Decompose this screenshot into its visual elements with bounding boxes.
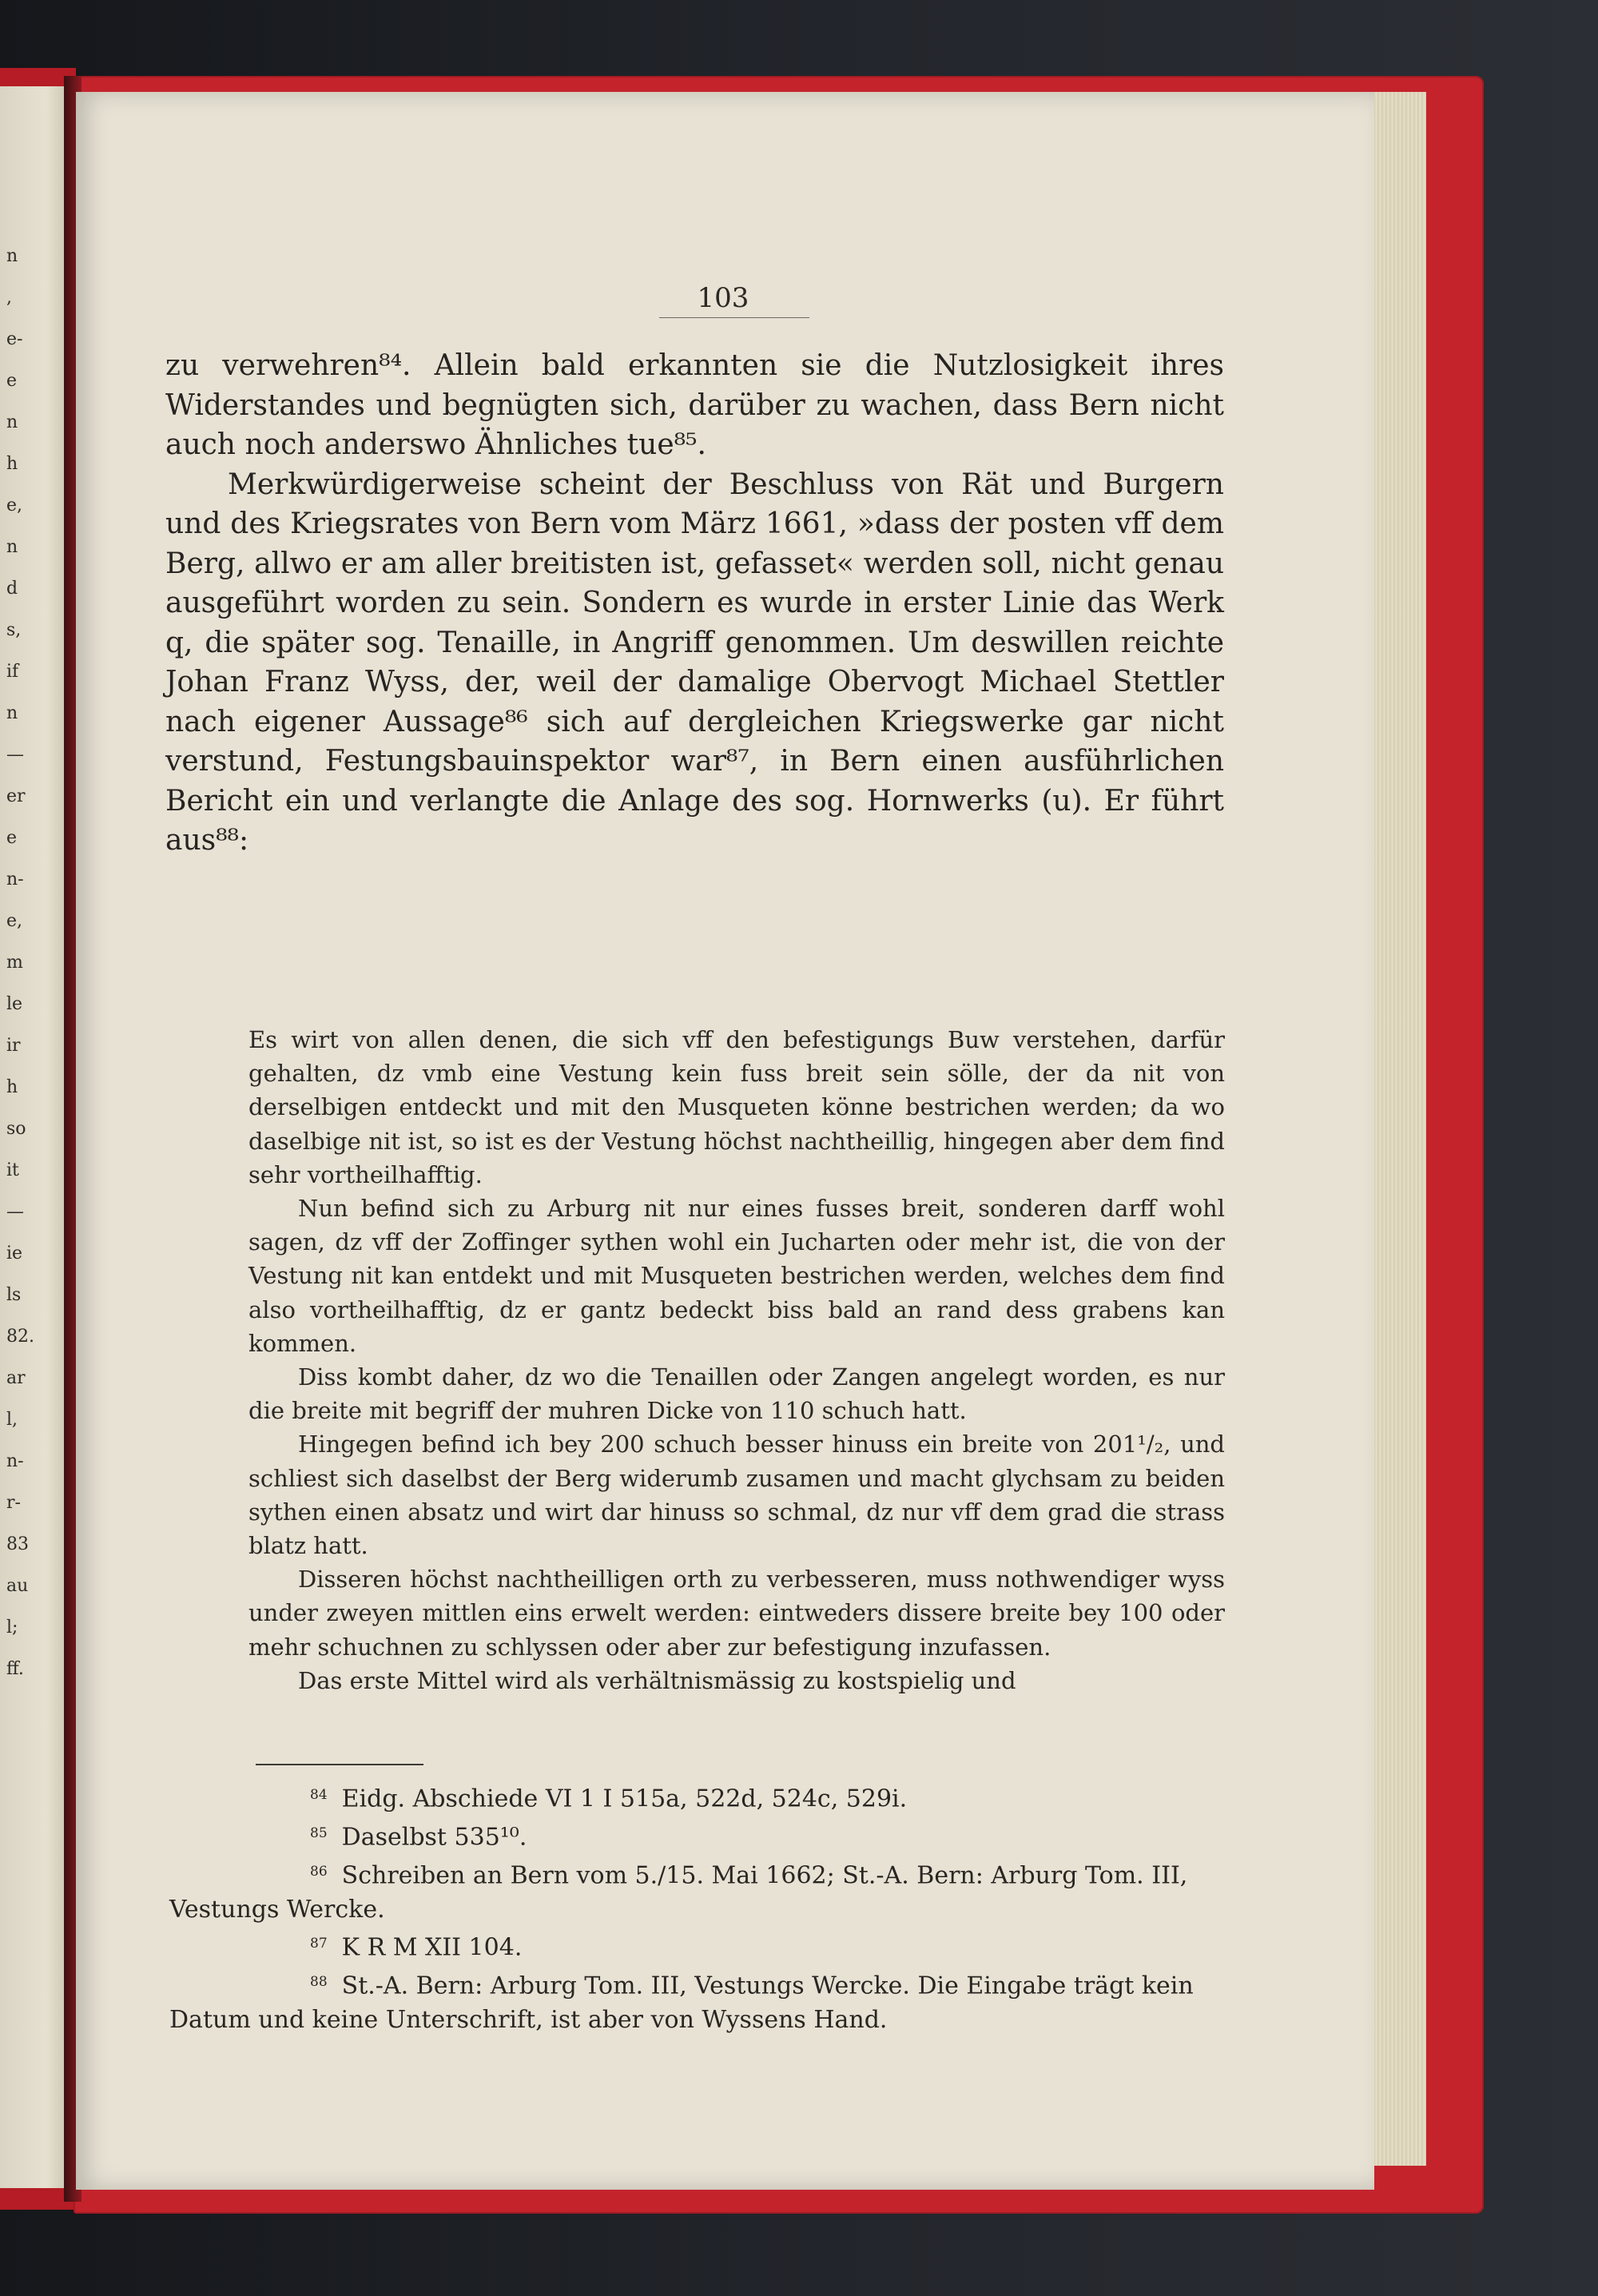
footnote xyxy=(248,1778,1224,1817)
left-page-fragment: it xyxy=(6,1160,19,1180)
block-quote xyxy=(248,1023,1225,1697)
left-page-fragment: h xyxy=(6,454,18,474)
footnote-number: 88 xyxy=(310,1973,328,1990)
left-page-fragment: n xyxy=(6,703,18,723)
footnote-text: St.-A. Bern: Arburg Tom. III, Vestungs Wercke. Die Eingabe trägt kein Datum und keine Unterschrift, ist aber von Wyssens Hand. xyxy=(169,1972,1194,2034)
page-number: 103 xyxy=(697,282,749,314)
left-page-fragment: 82. xyxy=(6,1327,34,1347)
left-page-fragment: m xyxy=(6,953,23,973)
left-page-fragment: e, xyxy=(6,495,23,515)
footnote-number: 85 xyxy=(310,1824,328,1841)
left-page-fragment: n xyxy=(6,246,18,266)
left-page-edge xyxy=(0,86,66,2188)
left-page-fragment: e- xyxy=(6,329,23,349)
left-page-fragment: e xyxy=(6,371,18,391)
left-page-fragment: n xyxy=(6,537,18,557)
quote-paragraph: Hingegen befind ich bey 200 schuch besser hinuss ein breite von 201¹/₂, und schliest sich daselbst der Berg widerumb zusamen und macht glychsam zu beiden sythen einen absatz und wirt dar hinuss so schmal, dz nur vff dem grad die strass blatz hatt. xyxy=(248,1431,1225,1560)
left-page-fragment: s, xyxy=(6,620,22,640)
footnotes xyxy=(169,1778,1224,2037)
left-page-fragment: if xyxy=(6,662,19,682)
page-number-rule xyxy=(659,317,809,318)
left-page-fragment: — xyxy=(6,1202,24,1222)
main-text xyxy=(165,346,1224,861)
quote-paragraph: Disseren höchst nachtheilligen orth zu verbesseren, muss nothwendiger wyss under zweyen mittlen eins erwelt werden: eintweders dissere breite bey 100 oder mehr schuchnen zu schlyssen oder aber zur befestigung inzufassen. xyxy=(248,1566,1225,1661)
left-page-fragment: so xyxy=(6,1119,26,1139)
footnote-rule xyxy=(256,1764,423,1765)
left-page-fragment: — xyxy=(6,745,24,765)
left-page-fragment: e xyxy=(6,828,18,848)
left-page-fragment: d xyxy=(6,579,18,599)
left-page-fragment: n- xyxy=(6,869,24,889)
left-page-fragment: l; xyxy=(6,1618,18,1637)
footnote-number: 84 xyxy=(310,1787,328,1803)
footnote-number: 86 xyxy=(310,1863,328,1880)
footnote-text: Daselbst 535¹⁰. xyxy=(341,1823,527,1852)
left-page-fragment: au xyxy=(6,1576,29,1596)
left-page-fragment: , xyxy=(6,288,12,308)
footnote xyxy=(169,1965,1224,2037)
footnote xyxy=(248,1817,1224,1855)
left-page-fragment: ls xyxy=(6,1285,22,1305)
footnote-text: Schreiben an Bern vom 5./15. Mai 1662; St.-A. Bern: Arburg Tom. III, Vestungs Wercke. xyxy=(169,1861,1188,1924)
quote-paragraph: Nun befind sich zu Arburg nit nur eines fusses breit, sonderen darff wohl sagen, dz vff der Zoffinger sythen wohl ein Jucharten oder mehr ist, die von der Vestung nit kan entdekt und mit Musqueten bestrichen werden, welches dem find also vortheilhafftig, dz er gantz bedeckt biss bald an rand dess grabens kan kommen. xyxy=(248,1195,1225,1357)
footnote-text: Eidg. Abschiede VI 1 I 515a, 522d, 524c, 529i. xyxy=(341,1785,908,1813)
book-page xyxy=(76,92,1374,2190)
quote-paragraph: Das erste Mittel wird als verhältnismässig zu kostspielig und xyxy=(298,1666,1016,1694)
footnote xyxy=(169,1855,1224,1927)
left-page-fragment: h xyxy=(6,1077,18,1097)
left-page-fragment: ff. xyxy=(6,1659,24,1679)
left-page-fragment: 83 xyxy=(6,1534,29,1554)
quote-paragraph: Es wirt von allen denen, die sich vff den befestigungs Buw verstehen, darfür gehalten, dz vmb eine Vestung kein fuss breit sein sölle, der da nit von derselbigen entdeckt und mit den Musqueten könne bestrichen werden; da wo daselbige nit ist, so ist es der Vestung höchst nachtheillig, hingegen aber dem find sehr vortheilhafftig. xyxy=(248,1026,1225,1188)
left-page-fragment: r- xyxy=(6,1493,21,1513)
left-page-fragment: n xyxy=(6,412,18,432)
footnote-text: K R M XII 104. xyxy=(341,1933,523,1962)
paragraph: zu verwehren⁸⁴. Allein bald erkannten sie die Nutzlosigkeit ihres Widerstandes und begnügten sich, darüber zu wachen, dass Bern nicht auch noch anderswo Ähnliches tue⁸⁵. xyxy=(165,349,1224,461)
left-page-fragment: l, xyxy=(6,1410,18,1430)
footnote-number: 87 xyxy=(310,1936,328,1952)
quote-paragraph: Diss kombt daher, dz wo die Tenaillen oder Zangen angelegt worden, es nur die breite mit begriff der muhren Dicke von 110 schuch hatt. xyxy=(248,1363,1225,1425)
left-page-fragment: er xyxy=(6,786,26,806)
paragraph: Merkwürdigerweise scheint der Beschluss von Rät und Burgern und des Kriegsrates von Bern vom März 1661, »dass der posten vff dem Berg, allwo er am aller breitisten ist, gefasset« werden soll, nicht genau ausgeführt worden zu sein. Sondern es wurde in erster Linie das Werk q, die später sog. Tenaille, in Angriff genommen. Um deswillen reichte Johan Franz Wyss, der, weil der damalige Obervogt Michael Stettler nach eigener Aussage⁸⁶ sich auf dergleichen Kriegswerke gar nicht verstund, Festungsbauinspektor war⁸⁷, in Bern einen ausführlichen Bericht ein und verlangte die Anlage des sog. Hornwerks (u). Er führt aus⁸⁸: xyxy=(165,468,1224,857)
left-page-fragment: ir xyxy=(6,1036,21,1056)
left-page-fragment: e, xyxy=(6,911,23,931)
left-page-fragment: n- xyxy=(6,1451,24,1471)
left-page-fragment: ie xyxy=(6,1244,23,1263)
footnote xyxy=(248,1927,1224,1965)
left-page-fragment: ar xyxy=(6,1368,26,1388)
left-page-fragment: le xyxy=(6,994,23,1014)
